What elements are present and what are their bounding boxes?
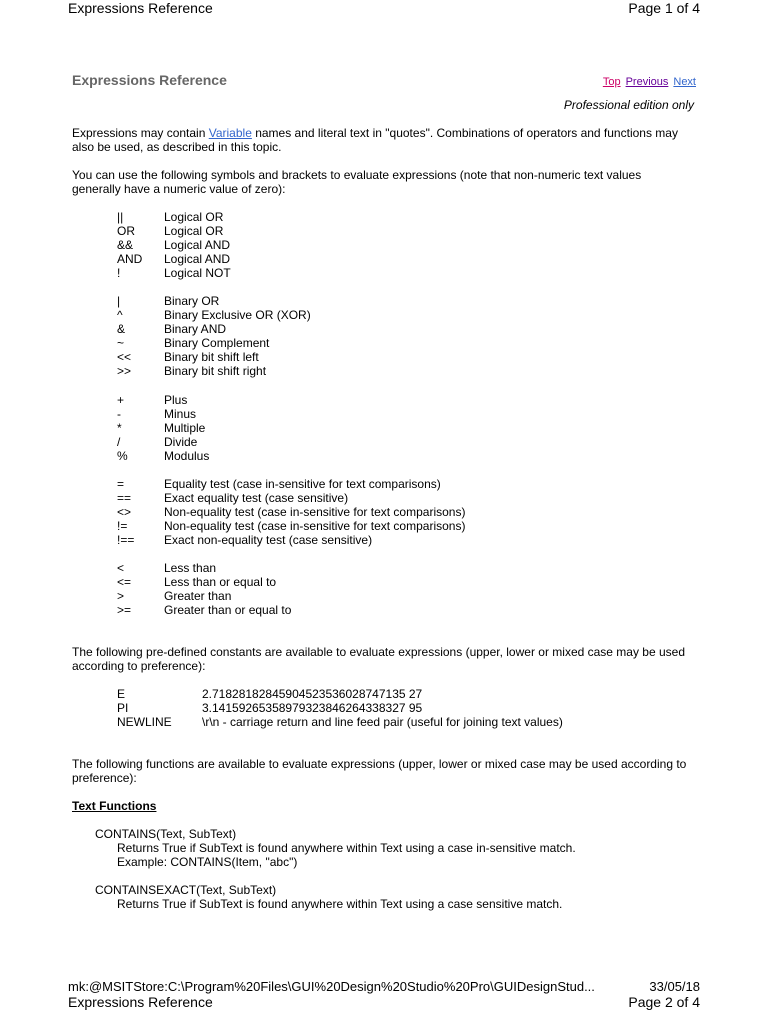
symbol-row — [117, 350, 311, 364]
nav-next-link[interactable]: Next — [673, 76, 696, 88]
symbol-description: Binary bit shift right — [164, 364, 267, 378]
symbol-description: Non-equality test (case in-sensitive for text comparisons) — [164, 519, 466, 533]
nav-previous-link[interactable]: Previous — [625, 76, 669, 88]
symbol-row — [117, 519, 465, 533]
symbol-row — [117, 561, 291, 575]
symbol: != — [117, 519, 128, 533]
functions-intro: The following functions are available to evaluate expressions (upper, lower or mixed case may be used according to preference): — [72, 757, 687, 785]
symbol: * — [117, 421, 122, 435]
symbol-description: Plus — [164, 393, 188, 407]
symbols-group-equality — [117, 477, 465, 547]
symbol-description: Logical AND — [164, 238, 231, 252]
print-footer-page: Page 2 of 4 — [628, 994, 700, 1010]
print-footer-date: 33/05/18 — [649, 979, 700, 994]
symbol: AND — [117, 252, 143, 266]
function-signature: CONTAINS(Text, SubText) — [95, 827, 237, 841]
symbol: ^ — [117, 308, 123, 322]
symbol-row — [117, 393, 209, 407]
intro-paragraph — [72, 126, 692, 154]
symbol-description: Exact equality test (case sensitive) — [164, 491, 349, 505]
symbol-description: Less than — [164, 561, 217, 575]
symbol-description: Modulus — [164, 449, 210, 463]
symbol-description: Divide — [164, 435, 198, 449]
symbol-description: Binary bit shift left — [164, 350, 259, 364]
function-description: Returns True if SubText is found anywhere within Text using a case in-sensitive match. — [117, 841, 576, 855]
page-title: Expressions Reference — [72, 72, 227, 88]
constant-row — [117, 715, 563, 729]
print-header-page: Page 1 of 4 — [628, 0, 700, 16]
symbol-description: Logical NOT — [164, 266, 231, 280]
symbol-row — [117, 322, 311, 336]
symbol: - — [117, 407, 121, 421]
symbol-description: Logical OR — [164, 224, 224, 238]
constant-value: 2.71828182845904523536028747135 27 — [202, 687, 423, 701]
symbol-row — [117, 210, 231, 224]
symbol: | — [117, 294, 121, 308]
symbol-description: Greater than — [164, 589, 232, 603]
symbol-row — [117, 435, 209, 449]
symbol: !== — [117, 533, 135, 547]
constants-list — [117, 687, 563, 729]
symbol: || — [117, 210, 124, 224]
symbol-row — [117, 266, 231, 280]
symbol-description: Multiple — [164, 421, 206, 435]
print-footer-title: Expressions Reference — [68, 994, 213, 1010]
intro-before: Expressions may contain — [72, 126, 209, 140]
symbol: < — [117, 561, 125, 575]
symbol-description: Exact non-equality test (case sensitive) — [164, 533, 373, 547]
symbol-description: Binary OR — [164, 294, 220, 308]
function-entry — [95, 827, 715, 869]
symbol-row — [117, 491, 465, 505]
symbol: = — [117, 477, 125, 491]
print-footer-url: mk:@MSITStore:C:\Program%20Files\GUI%20Design%20Studio%20Pro\GUIDesignStud... — [68, 979, 595, 994]
constant-name: E — [117, 687, 126, 701]
symbol: ~ — [117, 336, 125, 350]
symbol-row — [117, 533, 465, 547]
symbol: > — [117, 589, 125, 603]
symbol-description: Less than or equal to — [164, 575, 277, 589]
symbol-row — [117, 294, 311, 308]
symbol-row — [117, 252, 231, 266]
symbol-row — [117, 505, 465, 519]
constant-name: PI — [117, 701, 129, 715]
symbol: / — [117, 435, 121, 449]
symbol: == — [117, 491, 132, 505]
constant-row — [117, 687, 563, 701]
constant-row — [117, 701, 563, 715]
symbol: ! — [117, 266, 121, 280]
symbol-description: Greater than or equal to — [164, 603, 292, 617]
print-header-title: Expressions Reference — [68, 0, 213, 16]
edition-note: Professional edition only — [563, 98, 694, 112]
symbol-description: Non-equality test (case in-sensitive for text comparisons) — [164, 505, 466, 519]
symbol-row — [117, 238, 231, 252]
symbol-description: Binary Exclusive OR (XOR) — [164, 308, 311, 322]
constant-value: \r\n - carriage return and line feed pair (useful for joining text values) — [202, 715, 563, 729]
symbols-group-logical — [117, 210, 231, 280]
symbols-group-binary — [117, 294, 311, 378]
symbol-row — [117, 224, 231, 238]
symbol-row — [117, 308, 311, 322]
symbol: & — [117, 322, 126, 336]
symbol-row — [117, 449, 209, 463]
function-description: Example: CONTAINS(Item, "abc") — [117, 855, 298, 869]
symbol-row — [117, 407, 209, 421]
symbol-description: Minus — [164, 407, 197, 421]
symbol: <= — [117, 575, 132, 589]
symbol: >> — [117, 364, 132, 378]
symbol: && — [117, 238, 134, 252]
symbol-row — [117, 336, 311, 350]
symbol-row — [117, 477, 465, 491]
symbol: << — [117, 350, 132, 364]
topic-nav — [598, 74, 696, 88]
text-functions-heading: Text Functions — [72, 799, 157, 813]
symbols-intro: You can use the following symbols and brackets to evaluate expressions (note that non-numeric text values generally have a numeric value of zero): — [72, 168, 642, 196]
constants-intro: The following pre-defined constants are available to evaluate expressions (upper, lower or mixed case may be used according to preference): — [72, 645, 686, 673]
symbol-description: Binary AND — [164, 322, 227, 336]
functions-list — [95, 827, 715, 925]
symbol-description: Logical OR — [164, 210, 224, 224]
symbol: <> — [117, 505, 132, 519]
symbol: % — [117, 449, 128, 463]
symbol-description: Binary Complement — [164, 336, 270, 350]
constant-value: 3.14159265358979323846264338327 95 — [202, 701, 423, 715]
symbol: OR — [117, 224, 135, 238]
function-description: Returns True if SubText is found anywhere within Text using a case sensitive match. — [117, 897, 563, 911]
symbol-description: Equality test (case in-sensitive for text comparisons) — [164, 477, 441, 491]
symbol-description: Logical AND — [164, 252, 231, 266]
function-signature: CONTAINSEXACT(Text, SubText) — [95, 883, 277, 897]
symbols-group-comparison — [117, 561, 291, 617]
symbol-row — [117, 603, 291, 617]
intro-after: names and literal text in "quotes". Combinations of operators and functions may also be used, as described in this topic. — [72, 126, 678, 154]
variable-link[interactable]: Variable — [208, 126, 252, 140]
symbols-group-arithmetic — [117, 393, 209, 463]
symbol-row — [117, 364, 311, 378]
symbol: >= — [117, 603, 132, 617]
constant-name: NEWLINE — [117, 715, 172, 729]
symbol-row — [117, 421, 209, 435]
symbol-row — [117, 575, 291, 589]
nav-top-link[interactable]: Top — [602, 76, 621, 88]
function-entry — [95, 883, 715, 911]
symbol: + — [117, 393, 125, 407]
symbol-row — [117, 589, 291, 603]
